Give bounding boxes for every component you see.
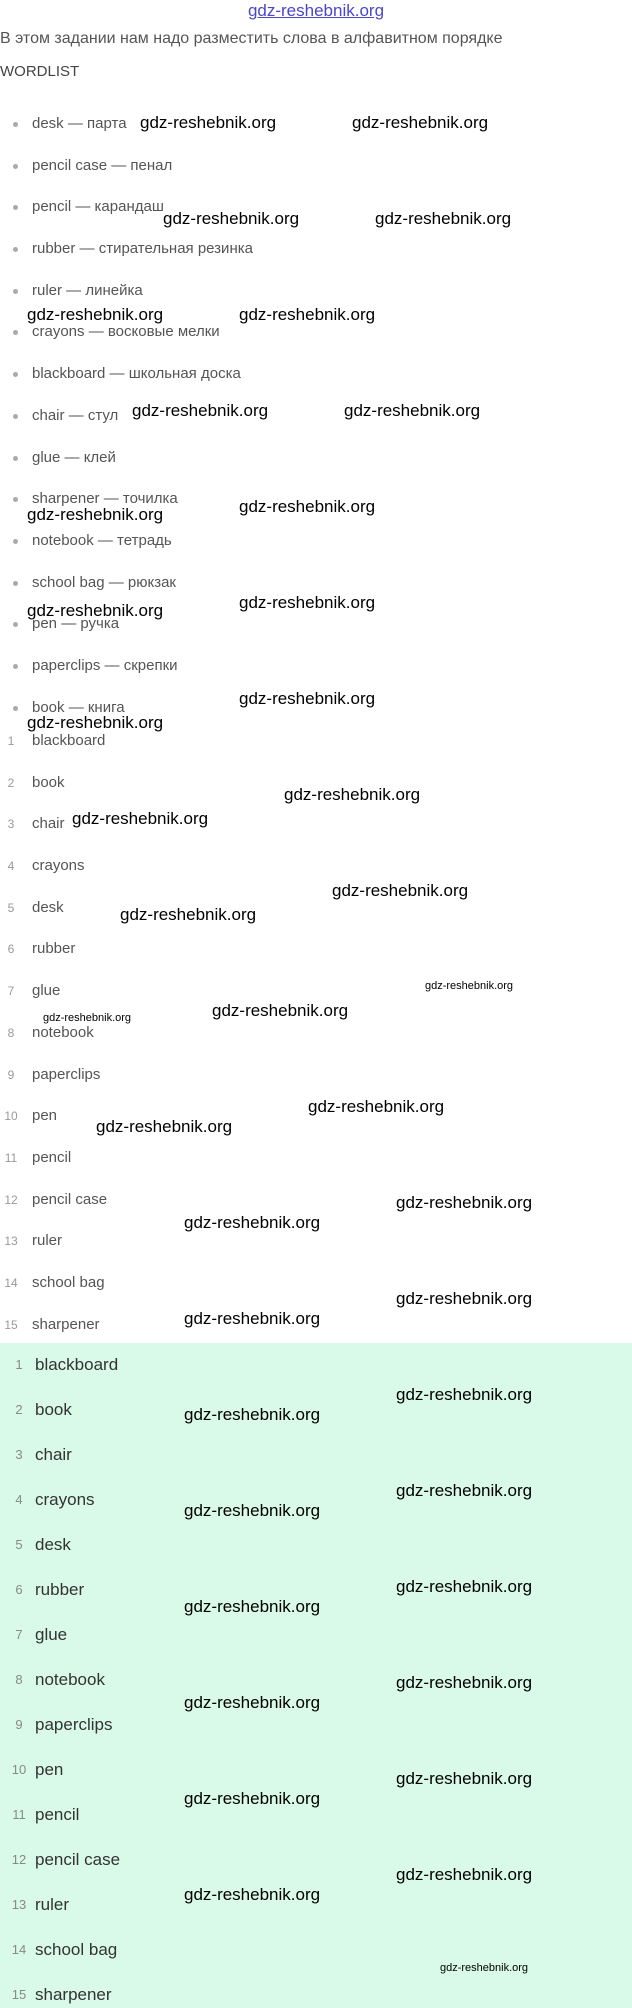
watermark: gdz-reshebnik.org [27,713,164,732]
watermark: gdz-reshebnik.org [440,1962,529,1974]
item-number: 4 [7,859,15,874]
sorted-word: blackboard [32,732,106,749]
watermark: gdz-reshebnik.org [43,1012,132,1024]
answer-list [0,1343,632,2008]
sorted-list [0,725,107,1350]
wordlist-entry: desk — парта [32,115,127,132]
item-number: 12 [4,1192,18,1207]
bullet-icon [13,330,18,335]
list-item [0,850,107,892]
list-item [0,275,253,317]
watermark: gdz-reshebnik.org [184,1405,321,1424]
list-item [0,1885,632,1930]
wordlist [0,108,253,733]
list-item [0,1705,632,1750]
watermark: gdz-reshebnik.org [184,1501,321,1520]
watermark: gdz-reshebnik.org [184,1693,321,1712]
list-item [0,1480,632,1525]
item-number: 1 [7,734,15,748]
answer-word: glue [35,1625,68,1644]
list-item [0,1017,107,1059]
watermark: gdz-reshebnik.org [184,1213,321,1232]
sorted-word: ruler [32,1232,63,1250]
watermark: gdz-reshebnik.org [284,785,421,804]
item-number: 4 [15,1492,23,1507]
sorted-word: pencil [32,1148,72,1166]
watermark: gdz-reshebnik.org [239,305,376,324]
list-item [0,1267,107,1309]
bullet-icon [13,164,18,169]
bullet-icon [13,664,18,669]
item-number: 9 [7,1067,15,1082]
list-item [0,525,253,567]
list-item [0,483,253,525]
bullet-icon [13,539,18,544]
answer-word: paperclips [35,1715,113,1734]
watermark: gdz-reshebnik.org [184,1597,321,1616]
list-item [0,150,253,192]
watermark: gdz-reshebnik.org [396,1193,533,1212]
wordlist-entry: paperclips — скрепки [32,656,178,674]
wordlist-entry: pencil case — пенал [32,156,173,174]
item-number: 12 [11,1852,27,1867]
answer-word: sharpener [35,1985,112,2004]
watermark: gdz-reshebnik.org [396,1769,533,1788]
list-item [0,400,253,442]
wordlist-entry: glue — клей [32,448,116,466]
watermark: gdz-reshebnik.org [239,497,376,516]
sorted-word: book [32,773,65,791]
watermark: gdz-reshebnik.org [72,809,209,828]
wordlist-entry: chair — стул [32,406,119,424]
sorted-word: notebook [32,1023,94,1041]
item-number: 15 [11,1987,27,2002]
item-number: 2 [7,775,15,790]
list-item [0,1840,632,1885]
list-item [0,1225,107,1267]
list-item [0,1975,632,2008]
item-number: 10 [4,1109,18,1124]
list-item [0,808,107,850]
list-item [0,442,253,484]
wordlist-entry: rubber — стирательная резинка [32,240,253,258]
watermark: gdz-reshebnik.org [27,305,164,324]
list-item [0,1615,632,1660]
wordlist-entry: blackboard — школьная доска [32,365,241,383]
item-number: 9 [15,1717,23,1732]
list-item [0,108,253,150]
sorted-word: chair [32,815,65,833]
sorted-word: rubber [32,940,76,958]
sorted-word: pen [32,1107,58,1125]
item-number: 8 [15,1672,23,1687]
watermark: gdz-reshebnik.org [396,1577,533,1596]
list-item [0,358,253,400]
item-number: 13 [11,1897,27,1912]
watermark: gdz-reshebnik.org [184,1789,321,1808]
sorted-word: school bag [32,1273,105,1291]
item-number: 7 [7,984,15,999]
list-item [0,608,253,650]
watermark: gdz-reshebnik.org [425,980,514,992]
item-number: 15 [4,1317,18,1332]
wordlist-entry: pencil — карандаш [32,198,164,216]
watermark: gdz-reshebnik.org [396,1865,533,1884]
answer-word: pencil case [35,1850,121,1869]
answer-word: book [35,1400,72,1419]
wordlist-entry: ruler — линейка [32,281,143,299]
watermark: gdz-reshebnik.org [184,1309,321,1328]
item-number: 11 [12,1807,26,1822]
item-number: 3 [15,1447,23,1462]
wordlist-entry: pen — ручка [32,615,120,633]
item-number: 14 [4,1275,18,1290]
list-item [0,1100,107,1142]
watermark: gdz-reshebnik.org [396,1385,533,1404]
list-item [0,1345,632,1390]
watermark: gdz-reshebnik.org [332,881,469,900]
site-link[interactable]: gdz-reshebnik.org [247,1,385,20]
wordlist-entry: sharpener — точилка [32,490,178,508]
item-number: 2 [15,1402,23,1417]
bullet-icon [13,414,18,419]
wordlist-entry: book — книга [32,698,125,716]
task-description: В этом задании нам надо разместить слова в алфавитном порядке [0,30,503,47]
item-number: 1 [15,1357,23,1372]
sorted-word: crayons [32,857,85,875]
bullet-icon [13,122,18,127]
answer-word: pen [35,1760,64,1779]
item-number: 14 [11,1942,27,1957]
list-item [0,1184,107,1226]
item-number: 13 [4,1234,18,1249]
sorted-word: pencil case [32,1190,108,1208]
item-number: 6 [15,1582,23,1597]
watermark: gdz-reshebnik.org [396,1481,533,1500]
item-number: 10 [11,1762,27,1777]
answer-word: pencil [35,1805,80,1824]
answer-word: desk [35,1535,71,1554]
wordlist-heading: WORDLIST [0,63,80,80]
answer-word: school bag [35,1940,118,1959]
list-item [0,1059,107,1101]
sorted-word: paperclips [32,1065,101,1083]
list-item [0,1660,632,1705]
list-item [0,725,107,767]
wordlist-entry: notebook — тетрадь [32,531,172,549]
list-item [0,316,253,358]
watermark: gdz-reshebnik.org [239,689,376,708]
list-item [0,1570,632,1615]
bullet-icon [13,456,18,461]
watermark: gdz-reshebnik.org [375,209,512,228]
item-number: 3 [7,817,15,832]
list-item [0,933,107,975]
answer-word: chair [35,1445,72,1464]
bullet-icon [13,581,18,586]
answer-word: crayons [35,1490,95,1509]
watermark: gdz-reshebnik.org [184,1885,321,1904]
list-item [0,191,253,233]
list-item [0,892,107,934]
watermark: gdz-reshebnik.org [308,1097,445,1116]
answer-word: notebook [35,1670,105,1689]
watermark: gdz-reshebnik.org [140,113,277,132]
list-item [0,650,253,692]
item-number: 6 [7,942,15,957]
watermark: gdz-reshebnik.org [27,601,164,620]
item-number: 7 [15,1627,23,1642]
list-item [0,233,253,275]
list-item [0,567,253,609]
watermark: gdz-reshebnik.org [120,905,257,924]
watermark: gdz-reshebnik.org [27,505,164,524]
sorted-word: glue [32,982,61,1000]
answer-word: rubber [35,1580,85,1599]
answer-word: ruler [35,1895,70,1914]
bullet-icon [13,205,18,210]
list-item [0,1390,632,1435]
bullet-icon [13,247,18,252]
watermark: gdz-reshebnik.org [96,1117,233,1136]
list-item [0,975,107,1017]
bullet-icon [13,706,18,711]
wordlist-entry: school bag — рюкзак [32,573,176,591]
watermark: gdz-reshebnik.org [212,1001,349,1020]
item-number: 5 [15,1537,23,1552]
bullet-icon [13,622,18,627]
list-item [0,1750,632,1795]
answer-block [0,1343,632,2008]
list-item [0,1525,632,1570]
watermark: gdz-reshebnik.org [352,113,489,132]
list-item [0,1142,107,1184]
list-item [0,1795,632,1840]
list-item [0,1435,632,1480]
list-item [0,1930,632,1975]
item-number: 8 [7,1025,15,1040]
item-number: 11 [4,1150,18,1165]
bullet-icon [13,497,18,502]
watermark: gdz-reshebnik.org [132,401,269,420]
watermark: gdz-reshebnik.org [163,209,300,228]
wordlist-entry: crayons — восковые мелки [32,323,220,341]
bullet-icon [13,372,18,377]
bullet-icon [13,289,18,294]
sorted-word: sharpener [32,1315,100,1333]
watermark: gdz-reshebnik.org [344,401,481,420]
answer-word: blackboard [35,1355,119,1374]
item-number: 5 [7,900,15,915]
list-item [0,767,107,809]
watermark: gdz-reshebnik.org [239,593,376,612]
watermark: gdz-reshebnik.org [396,1289,533,1308]
watermark: gdz-reshebnik.org [396,1673,533,1692]
sorted-word: desk [32,898,64,916]
